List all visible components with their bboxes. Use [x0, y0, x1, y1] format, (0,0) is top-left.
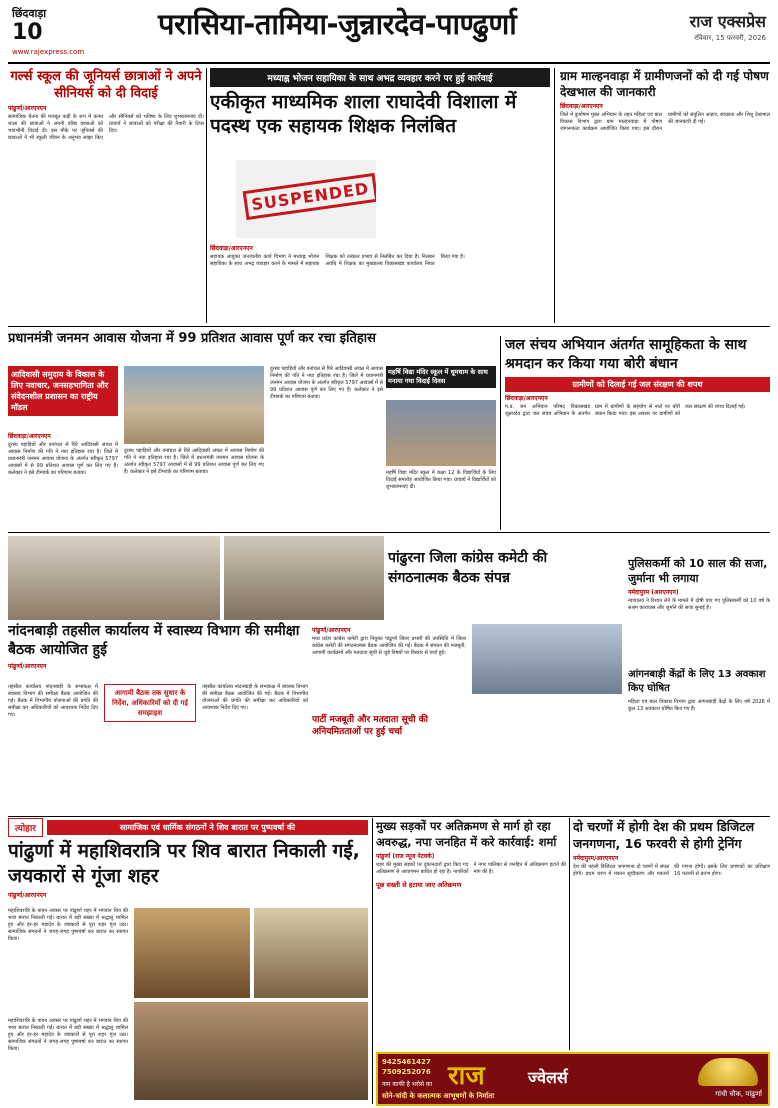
- article-police-sentence: [628, 556, 770, 666]
- body-text: न्यायालय ने रिश्वत लेने के मामले में दोषी पाए गए पुलिसकर्मी को 10 वर्ष के सश्रम कारावास और जुर्माने की सजा सुनाई है।: [628, 598, 770, 611]
- congress-body: [312, 624, 622, 814]
- ad-address: गांधी चौक, पांढुर्णा: [715, 1090, 762, 1098]
- body-text: जिले में कुपोषण मुक्त अभियान के तहत महिला एवं बाल विकास विभाग द्वारा ग्राम माल्हनवाड़ा में पोषण जागरूकता कार्यक्रम आयोजित किया गया। इस दौरान ग्रामीणों को संतुलित आहार, स्वच्छता और शिशु देखभाल की जानकारी दी गई।: [560, 112, 770, 132]
- suspended-stamp: SUSPENDED: [243, 173, 376, 220]
- congress-photo: [472, 624, 622, 694]
- page-number: 10: [12, 20, 43, 45]
- kicker: महर्षि विद्या मंदिर स्कूल में धूमधाम के साथ मनाया गया विदाई दिवस: [386, 366, 496, 388]
- article-pm-janman: [8, 330, 383, 530]
- body-text: सहायक आयुक्त जनजातीय कार्य विभाग ने मध्याह्न भोजन सहायिका के साथ अभद्र व्यवहार करने के मामले में सहायक शिक्षक को तत्काल प्रभाव से निलंबित कर दिया है। निलंबन अवधि में शिक्षक का मुख्यालय विकासखंड कार्यालय नियत किया गया है।: [210, 254, 465, 267]
- raj-jewellers-ad: [376, 1052, 770, 1106]
- suspended-graphic: [236, 160, 376, 238]
- sub-heading: पूछ सख्ती से हटाया जाए अतिक्रमण: [376, 881, 462, 889]
- headline: नांदनबाड़ी तहसील कार्यालय में स्वास्थ्य विभाग की समीक्षा बैठक आयोजित हुई: [8, 623, 300, 658]
- headline: पांढुरना जिला कांग्रेस कमेटी की संगठनात्मक बैठक संपन्न: [388, 550, 548, 586]
- jewellery-icon: [698, 1058, 758, 1086]
- article-congress-meeting: [388, 548, 576, 628]
- article-encroachment: [376, 818, 566, 1050]
- city-label: छिंदवाड़ा: [12, 7, 47, 20]
- headline: दो चरणों में होगी देश की प्रथम डिजिटल जनगणना, 16 फरवरी से होगी ट्रेनिंग: [573, 819, 755, 851]
- body-text: म.प्र. जन अभियान परिषद विकासखंड जुन्नारदेव द्वारा जल संचय अभियान के अंतर्गत ग्राम में ग्रामीणों के सहयोग से नाले पर बोरी बंधान किया गया। इस अवसर पर ग्रामीणों को जल संरक्षण की शपथ दिलाई गई।: [505, 404, 746, 417]
- kicker-bar: सामाजिक एवं धार्मिक संगठनों ने शिव बारात पर पुष्पवर्षा की: [47, 820, 368, 835]
- article-water-conservation: [505, 336, 770, 530]
- subhead: आदिवासी समुदाय के विकास के लिए नवाचार, जनसहभागिता और संवेदनशील प्रशासन का राष्ट्रीय मॉडल: [8, 366, 118, 416]
- page-title: परासिया-तामिया-जुन्नारदेव-पाण्ढुर्णा: [158, 7, 517, 41]
- masthead: [8, 4, 770, 60]
- brand-name: राज एक्सप्रेस: [689, 12, 766, 31]
- byline: छिंदवाड़ा/आरएनएन: [560, 103, 603, 110]
- body-text: तहसील कार्यालय नांदनबाड़ी के सभाकक्ष में स्वास्थ्य विभाग की समीक्षा बैठक आयोजित की गई। बैठक में विभागीय योजनाओं की प्रगति की समीक्षा कर अधिकारियों को आवश्यक निर्देश दिए गए।: [8, 684, 98, 718]
- byline: पांढुर्णा/आरएनएन: [312, 627, 351, 634]
- headline: आंगनबाड़ी केंद्रों के लिए 13 अवकाश किए घोषित: [628, 669, 766, 694]
- byline: छिंदवाड़ा/आरएनएन: [210, 245, 253, 252]
- byline: छिंदवाड़ा/आरएनएन: [8, 433, 51, 440]
- shiv-barat-photo-1: [134, 908, 250, 998]
- ad-subtitle: ज्वेलर्स: [528, 1068, 568, 1087]
- ad-phone-1: 9425461427: [382, 1058, 431, 1066]
- body-text: सामाजिक चेतना की मजबूत कड़ी के रूप में कन्या शाला की छात्राओं ने अपनी वरिष्ठ छात्राओं को भावभीनी विदाई दी। इस मौके पर जूनियर्स की छात्राओं ने भी स्कूली जीवन के अनुभव साझा किए और सीनियर्स को भविष्य के लिए शुभकामनाएं दीं। प्राचार्य ने छात्राओं को परीक्षा की तैयारी के टिप्स दिए।: [8, 114, 204, 141]
- headline: पुलिसकर्मी को 10 साल की सजा, जुर्माना भी लगाया: [628, 557, 768, 585]
- article-anganwadi-holidays: [628, 668, 770, 814]
- headline: एकीकृत माध्यमिक शाला राघादेवी विशाला में पदस्थ एक सहायक शिक्षक निलंबित: [210, 91, 517, 137]
- headline: जल संचय अभियान अंतर्गत सामूहिकता के साथ श्रमदान कर किया गया बोरी बंधान: [505, 337, 747, 372]
- article-maharishi-farewell: [386, 366, 496, 530]
- body-text: महाशिवरात्रि के पावन अवसर पर पांढुर्णा शहर में भगवान शिव की भव्य बारात निकाली गई। बारात में बड़ी संख्या में श्रद्धालु शामिल हुए और हर-हर महादेव के जयकारों से पूरा शहर गूंज उठा। सामाजिक संगठनों ने जगह-जगह पुष्पवर्षा कर बारात का स्वागत किया।: [8, 908, 128, 942]
- health-meeting-photo: [8, 536, 220, 620]
- shiv-barat-photo-2: [254, 908, 368, 998]
- school-photo: [386, 400, 496, 466]
- subhead-bar: ग्रामीणों को दिलाई गई जल संरक्षण की शपथ: [505, 377, 770, 392]
- byline: नर्मदापुरम (आरएनएन): [628, 589, 679, 596]
- body-text: दुरस्थ पहाड़ियों और वनांचल से घिरे आदिवासी अंचल में आवास निर्माण की गति ने नया इतिहास रचा है। जिले में प्रधानमंत्री जनमन आवास योजना के अंतर्गत स्वीकृत 5797 आवासों में से 99 प्रतिशत आवास पूर्ण कर लिए गए हैं। कलेक्टर ने इसे टीमवर्क का परिणाम बताया।: [8, 442, 118, 476]
- housing-photo: [124, 366, 264, 444]
- ad-tagline: सोने-चांदी के कलात्मक आभूषणों के निर्माता: [382, 1092, 495, 1100]
- article-shiv-barat: [8, 818, 368, 1104]
- body-text-col3: तहसील कार्यालय नांदनबाड़ी के सभाकक्ष में स्वास्थ्य विभाग की समीक्षा बैठक आयोजित की गई। बैठक में विभागीय योजनाओं की प्रगति की समीक्षा कर अधिकारियों को आवश्यक निर्देश दिए गए।: [202, 684, 308, 711]
- body-text: शहर की मुख्य सड़कों पर दुकानदारों द्वारा किए गए अतिक्रमण से आवागमन बाधित हो रहा है। नागरिकों ने नगर पालिका से जनहित में अतिक्रमण हटाने की मांग की है।: [376, 862, 566, 875]
- byline: नर्मदापुरम/आरएनएन: [573, 855, 619, 862]
- byline: छिंदवाड़ा/आरएनएन: [505, 395, 548, 402]
- body-text: महर्षि विद्या मंदिर स्कूल में कक्षा 12 के विद्यार्थियों के लिए विदाई समारोह आयोजित किया गया। प्राचार्य ने विद्यार्थियों को शुभकामनाएं दीं।: [386, 470, 496, 490]
- section-label: त्योहार: [8, 818, 43, 837]
- headline: मुख्य सड़कों पर अतिक्रमण से मार्ग हो रहा अवरुद्ध, नपा जनहित में करे कार्रवाई: शर्मा: [376, 819, 557, 849]
- headline: प्रधानमंत्री जनमन आवास योजना में 99 प्रतिशत आवास पूर्ण कर रचा इतिहास: [8, 331, 376, 346]
- byline: पांढुर्णा/आरएनएन: [8, 105, 47, 112]
- website: www.rajexpress.com: [12, 48, 85, 56]
- article-congress-side: [490, 536, 580, 548]
- body-text: महिला एवं बाल विकास विभाग द्वारा आंगनबाड़ी केंद्रों के लिए वर्ष 2026 में कुल 13 अवकाश घोषित किए गए हैं।: [628, 699, 770, 712]
- congress-side-note: [582, 548, 622, 628]
- issue-date: रविवार, 15 फरवरी, 2026: [694, 34, 766, 42]
- byline: पांढुर्णा/आरएनएन: [8, 892, 47, 899]
- headline: ग्राम माल्हनवाड़ा में ग्रामीणजनों को दी गई पोषण देखभाल की जानकारी: [560, 69, 769, 99]
- kicker-bar: मध्याह्न भोजन सहायिका के साथ अभद्र व्यवहार करने पर हुई कार्रवाई: [210, 68, 550, 87]
- headline: पांढुर्णा में महाशिवरात्रि पर शिव बारात निकाली गई, जयकारों से गूंजा शहर: [8, 840, 360, 887]
- ad-name: राज: [448, 1061, 485, 1091]
- ad-slogan: नाम काफी है भरोसे का: [382, 1081, 433, 1088]
- body-text-col3: दुरस्थ पहाड़ियों और वनांचल से घिरे आदिवासी अंचल में आवास निर्माण की गति ने नया इतिहास रचा है। जिले में प्रधानमंत्री जनमन आवास योजना के अंतर्गत स्वीकृत 5797 आवासों में से 99 प्रतिशत आवास पूर्ण कर लिए गए हैं। कलेक्टर ने इसे टीमवर्क का परिणाम बताया।: [270, 366, 383, 400]
- headline: गर्ल्स स्कूल की जूनियर्स छात्राओं ने अपने सीनियर्स को दी विदाई: [10, 69, 202, 101]
- body-text-continued: दुरस्थ पहाड़ियों और वनांचल से घिरे आदिवासी अंचल में आवास निर्माण की गति ने नया इतिहास रचा है। जिले में प्रधानमंत्री जनमन आवास योजना के अंतर्गत स्वीकृत 5797 आवासों में से 99 प्रतिशत आवास पूर्ण कर लिए गए हैं। कलेक्टर ने इसे टीमवर्क का परिणाम बताया।: [124, 448, 264, 475]
- ad-phone-2: 7509252076: [382, 1068, 431, 1076]
- side-headline: पार्टी मजबूती और मतदाता सूची की अनियमितताओं पर हुई चर्चा: [312, 715, 428, 737]
- article-nutrition-awareness: [560, 68, 770, 323]
- article-digital-census: [573, 818, 770, 1050]
- health-meeting-photo-2: [224, 536, 384, 620]
- pull-quote: आगामी बैठक तक सुधार के निर्देश, अधिकारियों को दी गई समझाइश: [104, 684, 196, 722]
- article-girls-school-farewell: [8, 68, 204, 323]
- article-health-review: [8, 622, 308, 812]
- article-teacher-suspended: [210, 68, 550, 323]
- byline: पांढुर्णा (राज न्यूज नेटवर्क): [376, 853, 435, 860]
- body-text: देश की पहली डिजिटल जनगणना दो चरणों में संपन्न होगी। प्रथम चरण में मकान सूचीकरण और मकानों की गणना होगी। इसके लिए प्रगणकों का प्रशिक्षण 16 फरवरी से प्रारंभ होगा।: [573, 864, 770, 877]
- byline: पांढुर्णा/आरएनएन: [8, 663, 47, 670]
- body-text: मध्य प्रदेश कांग्रेस कमेटी द्वारा नियुक्त पांढुर्णा जिला प्रभारी की उपस्थिति में जिला कांग्रेस कमेटी की संगठनात्मक बैठक आयोजित की गई। बैठक में संगठन की मजबूती, आगामी कार्यक्रमों और मतदाता सूची से जुड़े विषयों पर विस्तार से चर्चा हुई।: [312, 636, 466, 656]
- shiv-barat-photo-3: [134, 1002, 368, 1100]
- body-text-col2: महाशिवरात्रि के पावन अवसर पर पांढुर्णा शहर में भगवान शिव की भव्य बारात निकाली गई। बारात में बड़ी संख्या में श्रद्धालु शामिल हुए और हर-हर महादेव के जयकारों से पूरा शहर गूंज उठा। सामाजिक संगठनों ने जगह-जगह पुष्पवर्षा कर बारात का स्वागत किया।: [8, 1018, 128, 1052]
